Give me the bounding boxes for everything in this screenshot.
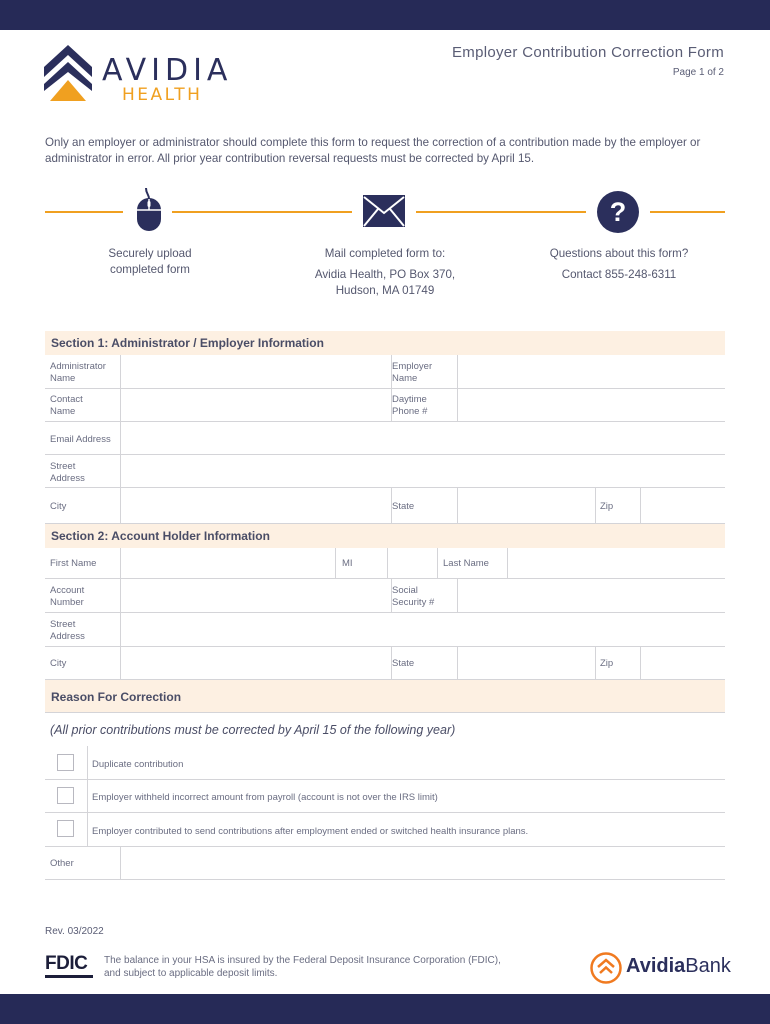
avidia-health-logo [44,45,234,105]
logo-brand-sub: HEALTH [122,85,203,105]
holder-state-label: State [392,658,415,669]
reason-option-label: Duplicate contribution [92,759,184,770]
daytime-phone-label: Daytime Phone # [392,394,428,417]
reason-option-label: Employer contributed to send contributions after employment ended or switched health insurance plans. [92,826,529,837]
form-row-other [45,847,725,880]
zip-label: Zip [600,501,614,512]
questions-title: Questions about this form? [549,247,689,260]
account-number-field[interactable] [121,579,391,612]
daytime-phone-field[interactable] [458,389,725,421]
top-banner [0,0,770,30]
contact-name-label: Contact Name [50,394,83,417]
employer-name-field[interactable] [458,355,725,388]
holder-zip-field[interactable] [641,647,725,679]
mail-line-1: Avidia Health, PO Box 370, [314,268,456,281]
intro-text: Only an employer or administrator should complete this form to request the correction of a contribution made by the employer or administrator in error. All prior year contribution reversal requests must be corrected by April 15. [45,136,701,165]
state-field[interactable] [458,488,595,523]
form-row-email [45,422,725,455]
mail-info [285,246,485,299]
fdic-logo: FDIC [45,954,93,980]
city-label: City [50,501,67,512]
holder-street-label: Street Address [50,619,85,642]
revision-date: Rev. 03/2022 [45,926,104,937]
street-label: Street Address [50,461,85,484]
mail-line-2: Hudson, MA 01749 [335,284,435,297]
questions-contact: Contact 855-248-6311 [561,268,677,281]
section-1-header: Section 1: Administrator / Employer Information [45,331,725,355]
logo-brand-word: AVIDIA [102,53,233,88]
admin-name-field[interactable] [121,355,391,388]
page-number: Page 1 of 2 [672,67,724,78]
email-label: Email Address [50,434,111,445]
last-name-field[interactable] [508,548,725,578]
form-row-names [45,355,725,389]
upload-line-1: Securely upload [108,247,192,260]
divider-line [650,211,725,213]
employer-name-label: Employer Name [392,361,433,384]
state-label: State [392,501,415,512]
other-field[interactable] [121,847,725,879]
divider-line [172,211,352,213]
avidia-bank-logo-icon [590,952,622,984]
question-icon [596,190,640,234]
holder-zip-label: Zip [600,658,614,669]
upload-info [80,246,220,278]
holder-city-label: City [50,658,67,669]
after-employment-checkbox[interactable] [57,820,74,837]
reason-option-label: Employer withheld incorrect amount from payroll (account is not over the IRS limit) [92,792,438,803]
svg-text:?: ? [609,197,627,227]
zip-field[interactable] [641,488,725,523]
incorrect-amount-checkbox[interactable] [57,787,74,804]
mi-label: MI [342,558,353,569]
bank-word-bold: Avidia [626,955,686,977]
form-row-city [45,488,725,524]
account-number-label: Account Number [50,585,85,608]
section-2-header: Section 2: Account Holder Information [45,524,725,548]
form-row-account [45,579,725,613]
fdic-disclaimer: The balance in your HSA is insured by the Federal Deposit Insurance Corporation (FDIC), and subject to applicable deposit limits. [104,955,501,979]
divider-line [416,211,586,213]
questions-info [519,246,719,283]
holder-state-field[interactable] [458,647,595,679]
admin-name-label: Administrator Name [50,361,106,384]
mouse-icon [134,186,164,232]
form-row-holder-street [45,613,725,647]
reason-note: (All prior contributions must be corrected by April 15 of the following year) [50,723,456,737]
form-title: Employer Contribution Correction Form [451,44,724,61]
bank-word-rest: Bank [685,955,731,977]
city-field[interactable] [121,488,391,523]
envelope-icon [362,194,406,228]
ssn-field[interactable] [458,579,725,612]
email-field[interactable] [121,422,725,454]
reason-header: Reason For Correction [45,680,725,712]
street-address-field[interactable] [121,455,725,487]
duplicate-checkbox[interactable] [57,754,74,771]
form-row-holder-name [45,548,725,579]
first-name-label: First Name [50,558,97,569]
first-name-field[interactable] [121,548,335,578]
mi-field[interactable] [388,548,437,578]
form-row-contact [45,389,725,422]
holder-street-field[interactable] [121,613,725,646]
holder-city-field[interactable] [121,647,391,679]
form-row-holder-city [45,647,725,680]
avidia-logo-icon [44,45,92,105]
last-name-label: Last Name [443,558,489,569]
ssn-label: Social Security # [392,585,435,608]
contact-name-field[interactable] [121,389,391,421]
upload-line-2: completed form [110,263,190,276]
bottom-banner [0,994,770,1024]
form-row-street [45,455,725,488]
other-label: Other [50,858,74,869]
mail-title: Mail completed form to: [324,247,446,260]
divider-line [45,211,123,213]
